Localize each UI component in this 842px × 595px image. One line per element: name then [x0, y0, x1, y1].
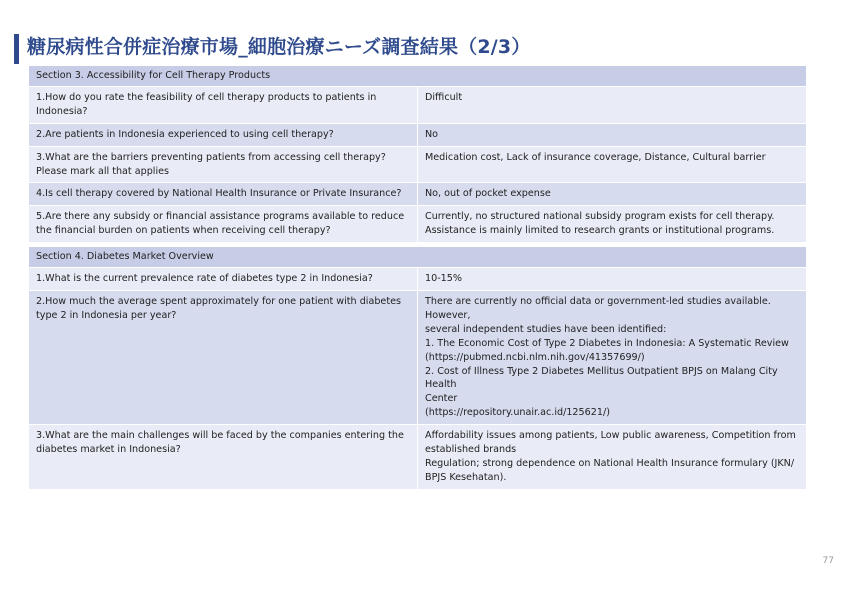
table-row [29, 290, 807, 424]
question-cell: 2.Are patients in Indonesia experienced to using cell therapy? [29, 123, 418, 146]
question-cell: 1.What is the current prevalence rate of diabetes type 2 in Indonesia? [29, 268, 418, 291]
survey-table-container [28, 65, 807, 490]
title-accent-bar [14, 34, 19, 64]
question-cell: 4.Is cell therapy covered by National Health Insurance or Private Insurance? [29, 183, 418, 206]
answer-cell: Difficult [418, 86, 807, 123]
question-cell: 1.How do you rate the feasibility of cell therapy products to patients in Indonesia? [29, 86, 418, 123]
answer-cell: No [418, 123, 807, 146]
page-title: 糖尿病性合併症治療市場_細胞治療ニーズ調査結果（2/3） [27, 36, 531, 58]
question-cell: 3.What are the barriers preventing patients from accessing cell therapy? Please mark all that applies [29, 146, 418, 183]
answer-cell: Medication cost, Lack of insurance coverage, Distance, Cultural barrier [418, 146, 807, 183]
table-row [29, 146, 807, 183]
question-cell: 5.Are there any subsidy or financial assistance programs available to reduce the financial burden on patients when receiving cell therapy? [29, 206, 418, 243]
answer-cell: Currently, no structured national subsidy program exists for cell therapy. Assistance is mainly limited to research grants or institutional programs. [418, 206, 807, 243]
table-row [29, 86, 807, 123]
survey-results-table [28, 65, 807, 490]
answer-cell: Affordability issues among patients, Low public awareness, Competition from established brands Regulation; strong dependence on National Health Insurance formulary (JKN/ BPJS Kesehatan). [418, 425, 807, 490]
table-row [29, 425, 807, 490]
table-row [29, 183, 807, 206]
table-row [29, 123, 807, 146]
section-3-header: Section 3. Accessibility for Cell Therapy Products [29, 66, 807, 87]
section-4-header: Section 4. Diabetes Market Overview [29, 247, 807, 268]
page-number: 77 [822, 556, 834, 566]
table-row [29, 206, 807, 243]
section-4-header-row [29, 247, 807, 268]
table-row [29, 268, 807, 291]
answer-cell: No, out of pocket expense [418, 183, 807, 206]
question-cell: 3.What are the main challenges will be faced by the companies entering the diabetes market in Indonesia? [29, 425, 418, 490]
answer-cell: There are currently no official data or government-led studies available. However, several independent studies have been identified: 1. The Economic Cost of Type 2 Diabetes in Indonesia: A Systematic Review (https://pubmed.ncbi.nlm.nih.gov/41357699/) 2. Cost of Illness Type 2 Diabetes Mellitus Outpatient BPJS on Malang City Health Center (https://repository.unair.ac.id/125621/) [418, 290, 807, 424]
question-cell: 2.How much the average spent approximately for one patient with diabetes type 2 in Indonesia per year? [29, 290, 418, 424]
section-3-header-row [29, 66, 807, 87]
answer-cell: 10-15% [418, 268, 807, 291]
